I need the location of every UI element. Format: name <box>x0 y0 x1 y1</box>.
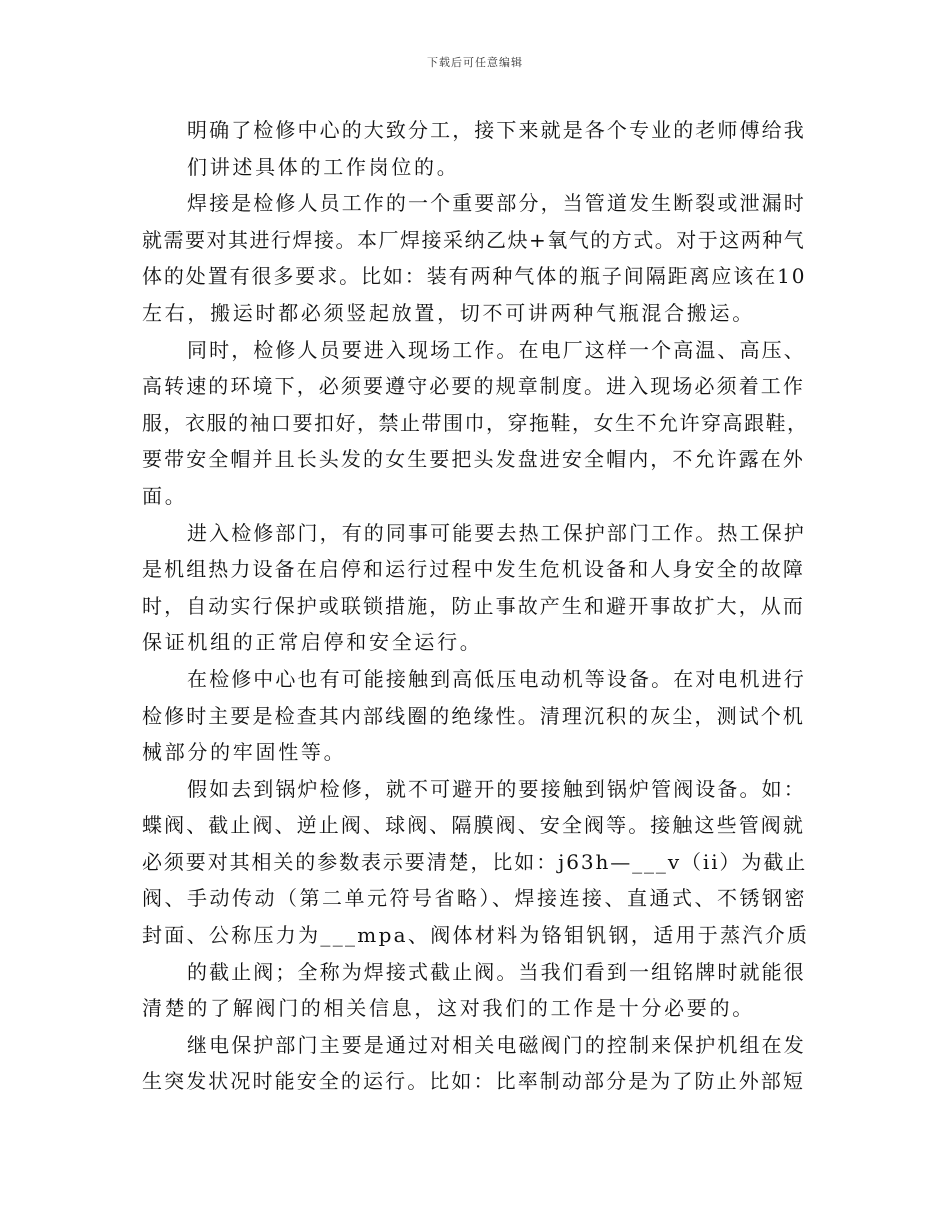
text-line: 高转速的环境下，必须要遵守必要的规章制度。进入现场必须着工作 <box>142 374 805 399</box>
text-line: 时，自动实行保护或联锁措施，防止事故产生和避开事故扩大，从而 <box>142 593 805 618</box>
text-line: 们讲述具体的工作岗位的。 <box>187 154 460 179</box>
text-line: 阀、手动传动（第二单元符号省略）、焊接连接、直通式、不锈钢密 <box>142 886 807 911</box>
text-line: 同时，检修人员要进入现场工作。在电厂这样一个高温、高压、 <box>187 337 806 362</box>
text-line: 假如去到锅炉检修，就不可避开的要接触到锅炉管阀设备。如： <box>187 776 806 801</box>
text-line: 明确了检修中心的大致分工，接下来就是各个专业的老师傅给我 <box>187 118 806 142</box>
text-line: 蝶阀、截止阀、逆止阀、球阀、隔膜阀、安全阀等。接触这些管阀就 <box>142 813 805 838</box>
text-line: 服，衣服的袖口要扣好，禁止带围巾，穿拖鞋，女生不允许穿高跟鞋， <box>142 410 809 435</box>
text-line: 体的处置有很多要求。比如：装有两种气体的瓶子间隔距离应该在10 <box>142 264 807 289</box>
text-line: 面。 <box>142 483 188 508</box>
text-line: 要带安全帽并且长头发的女生要把头发盘进安全帽内，不允许露在外 <box>142 447 805 472</box>
text-line: 是机组热力设备在启停和运行过程中发生危机设备和人身安全的故障 <box>142 557 805 582</box>
text-line: 在检修中心也有可能接触到高低压电动机等设备。在对电机进行 <box>187 666 806 691</box>
text-line: 进入检修部门，有的同事可能要去热工保护部门工作。热工保护 <box>187 520 806 545</box>
text-line: 生突发状况时能安全的运行。比如：比率制动部分是为了防止外部短 <box>142 1069 805 1094</box>
header-note: 下载后可任意编辑 <box>427 56 523 69</box>
text-line: 保证机组的正常启停和安全运行。 <box>142 630 483 655</box>
text-line: 继电保护部门主要是通过对相关电磁阀门的控制来保护机组在发 <box>187 1032 806 1057</box>
document-body <box>142 112 810 1100</box>
text-line: 焊接是检修人员工作的一个重要部分，当管道发生断裂或泄漏时 <box>187 191 806 216</box>
text-line: 左右，搬运时都必须竖起放置，切不可讲两种气瓶混合搬运。 <box>142 300 755 325</box>
text-line: 必须要对其相关的参数表示要清楚，比如：j63h—___v（ii）为截止 <box>142 849 808 874</box>
text-line: 械部分的牢固性等。 <box>142 740 347 765</box>
text-line: 检修时主要是检查其内部线圈的绝缘性。清理沉积的灰尘，测试个机 <box>142 703 805 728</box>
text-line: 就需要对其进行焊接。本厂焊接采纳乙炔+氧气的方式。对于这两种气 <box>142 227 806 252</box>
text-line: 的截止阀；全称为焊接式截止阀。当我们看到一组铭牌时就能很 <box>187 959 806 984</box>
text-line: 封面、公称压力为___mpa、阀体材料为铬钼钒钢，适用于蒸汽介质 <box>142 923 810 948</box>
text-line: 清楚的了解阀门的相关信息，这对我们的工作是十分必要的。 <box>142 996 755 1021</box>
